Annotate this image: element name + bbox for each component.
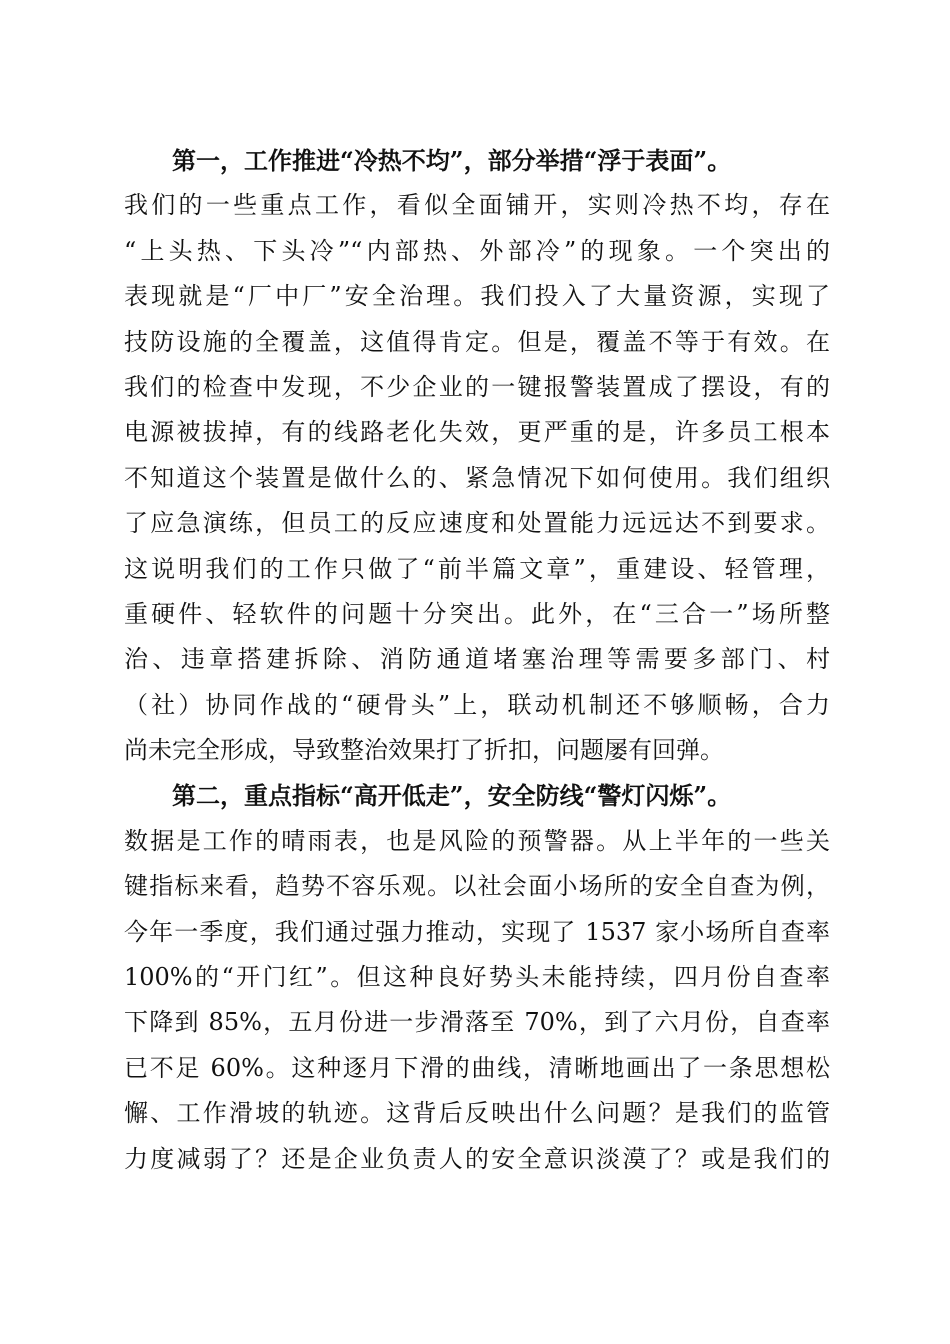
paragraph-line: 100%的“开门红”。但这种良好势头未能持续，四月份自查率 — [124, 963, 830, 992]
paragraph-line: 电源被拔掉，有的线路老化失效，更严重的是，许多员工根本 — [124, 418, 830, 447]
paragraph-line: 今年一季度，我们通过强力推动，实现了 1537 家小场所自查率 — [124, 917, 830, 946]
paragraph-line: 数据是工作的晴雨表，也是风险的预警器。从上半年的一些关 — [124, 826, 830, 855]
paragraph-line: 尚未完全形成，导致整治效果打了折扣，问题屡有回弹。 — [124, 736, 724, 765]
paragraph-line: 已不足 60%。这种逐月下滑的曲线，清晰地画出了一条思想松 — [124, 1053, 830, 1082]
paragraph-line: 力度减弱了？还是企业负责人的安全意识淡漠了？或是我们的 — [124, 1144, 830, 1173]
paragraph-line: 键指标来看，趋势不容乐观。以社会面小场所的安全自查为例， — [124, 872, 830, 901]
paragraph-line: （社）协同作战的“硬骨头”上，联动机制还不够顺畅，合力 — [124, 690, 830, 719]
paragraph-line: “上头热、下头冷”“内部热、外部冷”的现象。一个突出的 — [124, 236, 830, 265]
paragraph-line: 不知道这个装置是做什么的、紧急情况下如何使用。我们组织 — [124, 463, 830, 492]
document-body — [124, 138, 830, 1182]
paragraph-line: 我们的检查中发现，不少企业的一键报警装置成了摆设，有的 — [124, 372, 830, 401]
paragraph-line: 治、违章搭建拆除、消防通道堵塞治理等需要多部门、村 — [124, 645, 830, 674]
paragraph-line: 表现就是“厂中厂”安全治理。我们投入了大量资源，实现了 — [124, 282, 830, 311]
paragraph-line: 这说明我们的工作只做了“前半篇文章”，重建设、轻管理， — [124, 554, 830, 583]
paragraph-line: 下降到 85%，五月份进一步滑落至 70%，到了六月份，自查率 — [124, 1008, 830, 1037]
paragraph-line: 重硬件、轻软件的问题十分突出。此外，在“三合一”场所整 — [124, 599, 830, 628]
paragraph-line: 懈、工作滑坡的轨迹。这背后反映出什么问题？是我们的监管 — [124, 1099, 830, 1128]
paragraph-line: 技防设施的全覆盖，这值得肯定。但是，覆盖不等于有效。在 — [124, 327, 830, 356]
paragraph-line: 了应急演练，但员工的反应速度和处置能力远远达不到要求。 — [124, 509, 830, 538]
section-heading-2: 第二，重点指标“高开低走”，安全防线“警灯闪烁”。 — [172, 781, 732, 811]
section-heading-1: 第一，工作推进“冷热不均”，部分举措“浮于表面”。 — [172, 146, 732, 175]
paragraph-line: 我们的一些重点工作，看似全面铺开，实则冷热不均，存在 — [124, 191, 830, 220]
